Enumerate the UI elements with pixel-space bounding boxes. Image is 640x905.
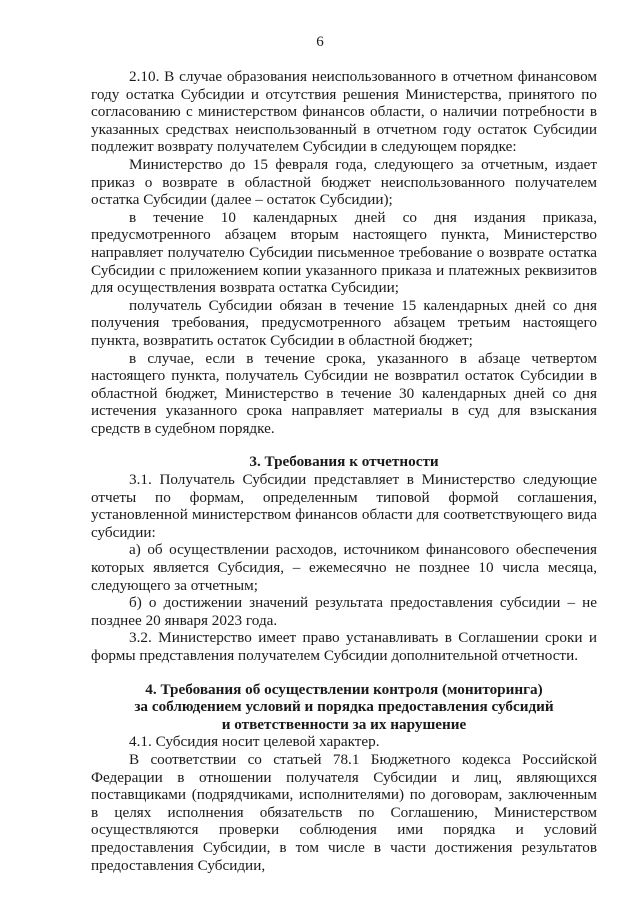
paragraph-3-2: 3.2. Министерство имеет право устанавливать в Соглашении сроки и формы представления получателем Субсидии дополнительной отчетности.	[91, 629, 597, 664]
paragraph-2-10-a: Министерство до 15 февраля года, следующего за отчетным, издает приказ о возврате в областной бюджет неиспользованного получателем остатка Субсидии (далее – остаток Субсидии);	[91, 155, 597, 209]
paragraph-2-10-d: в случае, если в течение срока, указанного в абзаце четвертом настоящего пункта, получатель Субсидии не возвратил остаток Субсидии в областной бюджет, Министерство в течение 30 календарных дней со дня истечения указанного срока направляет материалы в суд для взыскания средств в судебном порядке.	[91, 349, 597, 437]
document-body	[91, 68, 597, 874]
section-4-heading-line-2: за соблюдением условий и порядка предоставления субсидий	[134, 698, 554, 716]
section-4-heading-line-1: 4. Требования об осуществлении контроля (мониторинга)	[145, 680, 543, 698]
paragraph-2-10-c: получатель Субсидии обязан в течение 15 календарных дней со дня получения требования, предусмотренного абзацем третьим настоящего пункта, возвратить остаток Субсидии в областной бюджет;	[91, 296, 597, 349]
paragraph-4-1: 4.1. Субсидия носит целевой характер.	[129, 733, 380, 751]
paragraph-4-1-body: В соответствии со статьей 78.1 Бюджетного кодекса Российской Федерации в отношении получателя Субсидии и лиц, являющихся поставщиками (подрядчиками, исполнителями) по договорам, заключенным в целях исполнения обязательств по Соглашению, Министерством осуществляются проверки соблюдения ими порядка и условий предоставления Субсидии, в том числе в части достижения результатов предоставления Субсидии,	[91, 750, 597, 874]
paragraph-2-10-b: в течение 10 календарных дней со дня издания приказа, предусмотренного абзацем вторым настоящего пункта, Министерство направляет получателю Субсидии письменное требование о возврате остатка Субсидии с приложением копии указанного приказа и платежных реквизитов для осуществления возврата остатка Субсидии;	[91, 208, 597, 297]
section-4-heading-line-3: и ответственности за их нарушение	[221, 715, 467, 733]
page-number: 6	[316, 34, 324, 50]
paragraph-3-1: 3.1. Получатель Субсидии представляет в Министерство следующие отчеты по формам, определенным типовой формой соглашения, установленной министерством финансов области для соответствующего вида субсидии:	[91, 471, 597, 541]
paragraph-3-1-a: а) об осуществлении расходов, источником финансового обеспечения которых является Субсидия, – ежемесячно не позднее 10 числа месяца, следующего за отчетным;	[91, 541, 597, 594]
paragraph-3-1-b: б) о достижении значений результата предоставления субсидии – не позднее 20 января 2023 года.	[91, 594, 597, 629]
paragraph-2-10: 2.10. В случае образования неиспользованного в отчетном финансовом году остатка Субсидии и отсутствия решения Министерства, принятого по согласованию с министерством финансов области, о наличии потребности в указанных средствах неиспользованный в отчетном году остаток Субсидии подлежит возврату получателем Субсидии в следующем порядке:	[91, 68, 597, 156]
section-3-heading: 3. Требования к отчетности	[249, 453, 439, 471]
